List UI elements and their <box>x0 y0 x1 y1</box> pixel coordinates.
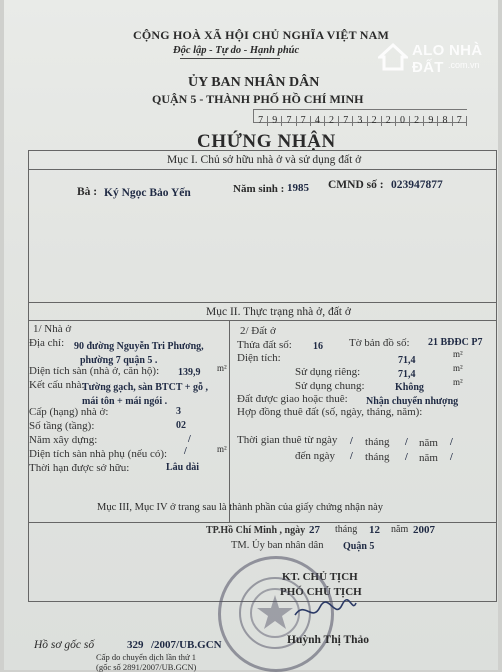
serial-number <box>253 109 467 126</box>
section1-heading: Mục I. Chủ sở hữu nhà ở và sử dụng đất ở <box>167 154 362 166</box>
floors-value: 02 <box>176 420 186 431</box>
serial-digit: 7 <box>339 116 353 126</box>
map-sheet-value: 21 BĐĐC P7 <box>428 337 483 348</box>
continuation-note: Mục III, Mục IV ở trang sau là thành phần của giấy chứng nhận này <box>97 502 384 513</box>
construction-year-value: / <box>188 434 191 445</box>
grade-value: 3 <box>176 406 181 417</box>
map-sheet-label: Tờ bản đồ số: <box>349 337 410 349</box>
parcel-label: Thửa đất số: <box>237 339 292 351</box>
serial-digit: 2 <box>325 116 339 126</box>
land-area-value: 71,4 <box>398 355 416 366</box>
issue-note-2: (gốc số 2891/2007/UB.GCN) <box>96 662 197 672</box>
section2-top-divider <box>28 302 496 303</box>
watermark-brand: ALO NHÀ ĐẤT <box>412 42 483 76</box>
parcel-value: 16 <box>313 341 323 352</box>
section2-column-divider <box>229 320 230 522</box>
lease-to-year-label: năm <box>419 452 438 464</box>
id-number: 023947877 <box>391 179 443 191</box>
serial-digit: 2 <box>382 116 396 126</box>
floors-label: Số tầng (tầng): <box>29 420 95 432</box>
house-title: 1/ Nhà ở <box>33 323 72 335</box>
floor-area-label: Diện tích sàn (nhà ở, căn hộ): <box>29 365 160 377</box>
id-label: CMND số : <box>328 179 384 191</box>
serial-digit: 2 <box>368 116 382 126</box>
birth-year-label: Năm sinh : <box>233 183 285 195</box>
common-use-unit: m² <box>453 377 463 387</box>
private-use-label: Sử dụng riêng: <box>295 366 361 378</box>
issue-month: 12 <box>369 524 380 536</box>
lease-from-year-label: năm <box>419 437 438 449</box>
file-label: Hồ sơ gốc số <box>34 639 95 651</box>
lease-contract-label: Hợp đồng thuê đất (số, ngày, tháng, năm): <box>237 406 423 418</box>
signer-role-1: KT. CHỦ TỊCH <box>282 571 358 583</box>
land-area-unit: m² <box>453 349 463 359</box>
lease-from-label: Thời gian thuê từ ngày <box>237 434 338 446</box>
aux-area-label: Diện tích sàn nhà phụ (nếu có): <box>29 448 168 460</box>
file-suffix: /2007/UB.GCN <box>151 639 222 651</box>
house-logo-icon <box>378 42 408 72</box>
serial-digit: 0 <box>396 116 410 126</box>
issue-day: 27 <box>309 524 320 536</box>
national-motto: Độc lập - Tự do - Hạnh phúc <box>173 45 300 56</box>
private-use-value: 71,4 <box>398 369 416 380</box>
signature-icon <box>290 595 360 625</box>
lease-from-month-label: tháng <box>365 436 390 448</box>
private-use-unit: m² <box>453 363 463 373</box>
birth-year: 1985 <box>287 182 309 194</box>
on-behalf-district: Quận 5 <box>343 541 375 552</box>
address-label: Địa chỉ: <box>29 337 65 349</box>
construction-year-label: Năm xây dựng: <box>29 434 98 446</box>
section1-divider <box>28 169 496 170</box>
issue-month-label: tháng <box>335 524 358 535</box>
issue-year-label: năm <box>391 524 409 535</box>
serial-digit: 7 <box>282 116 296 126</box>
motto-underline <box>180 58 280 59</box>
lease-to-month-label: tháng <box>365 451 390 463</box>
lease-to-day: / <box>350 451 353 462</box>
signer-name: Huỳnh Thị Thảo <box>287 634 370 646</box>
serial-digit: 8 <box>438 116 452 126</box>
address-line1: 90 đường Nguyễn Tri Phương, <box>74 341 204 352</box>
common-use-value: Không <box>395 382 424 393</box>
serial-digit: 7 <box>297 116 311 126</box>
land-form-value: Nhận chuyển nhượng <box>366 396 459 407</box>
owner-name: Ký Ngọc Bảo Yến <box>104 187 191 199</box>
section2-bottom-divider <box>28 522 496 523</box>
authority-name: ỦY BAN NHÂN DÂN <box>188 75 320 90</box>
district-name: QUẬN 5 - THÀNH PHỐ HỒ CHÍ MINH <box>152 92 364 106</box>
serial-digit: 7 <box>254 116 268 126</box>
serial-digit: 3 <box>353 116 367 126</box>
grade-label: Cấp (hạng) nhà ở: <box>29 406 109 418</box>
floor-area-unit: m² <box>217 363 227 373</box>
certificate-title: CHỨNG NHẬN <box>197 131 336 152</box>
structure-line2: mái tôn + mái ngói . <box>82 396 168 407</box>
watermark-domain: .com.vn <box>448 60 480 70</box>
land-form-label: Đất được giao hoặc thuê: <box>237 393 348 405</box>
structure-line1: Tường gạch, sàn BTCT + gỗ , <box>82 382 208 393</box>
watermark <box>378 40 496 76</box>
lease-to-label: đến ngày <box>295 450 336 462</box>
land-title: 2/ Đất ở <box>240 325 276 337</box>
republic-title: CỘNG HOÀ XÃ HỘI CHỦ NGHĨA VIỆT NAM <box>133 28 390 42</box>
lease-from-day: / <box>350 436 353 447</box>
section2-heading: Mục II. Thực trạng nhà ở, đất ở <box>206 306 351 318</box>
serial-digit: 4 <box>311 116 325 126</box>
aux-area-unit: m² <box>217 444 227 454</box>
issue-year: 2007 <box>413 524 435 536</box>
ownership-term-value: Lâu dài <box>166 462 200 473</box>
lease-from-month: / <box>405 437 408 448</box>
structure-label: Kết cấu nhà: <box>29 379 85 391</box>
ownership-term-label: Thời hạn được sở hữu: <box>29 462 130 474</box>
serial-digit: 7 <box>453 116 467 126</box>
common-use-label: Sử dụng chung: <box>295 380 365 392</box>
lease-from-year: / <box>450 437 453 448</box>
on-behalf-label: TM. Ủy ban nhân dân <box>231 540 324 551</box>
aux-area-value: / <box>184 446 187 457</box>
serial-digit: 2 <box>410 116 424 126</box>
signer-role-2: PHÓ CHỦ TỊCH <box>280 586 362 598</box>
lease-to-year: / <box>450 452 453 463</box>
section2-heading-divider <box>28 320 496 321</box>
address-line2: phường 7 quận 5 . <box>80 355 158 366</box>
serial-digit: 9 <box>424 116 438 126</box>
land-area-label: Diện tích: <box>237 352 281 364</box>
floor-area-value: 139,9 <box>178 367 201 378</box>
owner-prefix: Bà : <box>77 186 98 198</box>
place-date-prefix: TP.Hồ Chí Minh , ngày <box>206 525 306 536</box>
issue-note-1: Cấp do chuyển dịch lần thứ 1 <box>96 652 196 662</box>
serial-digit: 9 <box>268 116 282 126</box>
file-number: 329 <box>127 639 144 651</box>
lease-to-month: / <box>405 452 408 463</box>
